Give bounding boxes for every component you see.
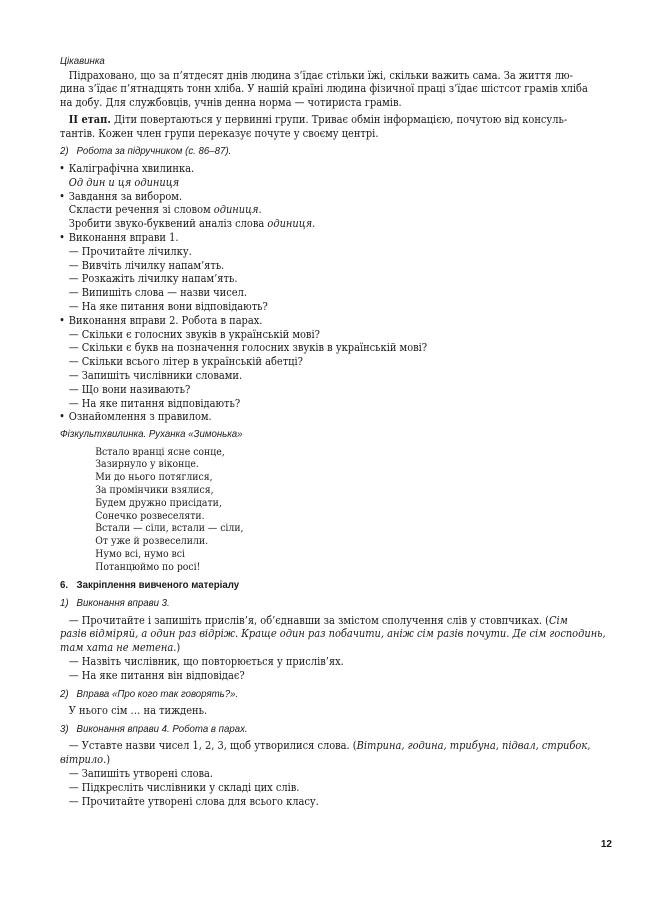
poem-line: Потанцюймо по росі! bbox=[95, 560, 201, 573]
list-item: — На яке питання вони відповідають? bbox=[68, 299, 268, 313]
list-item: — Що вони називають? bbox=[68, 382, 191, 396]
page-number: 12 bbox=[600, 839, 612, 850]
list-item: — Прочитайте утворені слова для всього класу. bbox=[68, 794, 319, 808]
list-item: — Прочитайте лічилку. bbox=[68, 244, 192, 258]
page-content bbox=[60, 55, 612, 808]
poem-line: Ми до нього потяглися, bbox=[95, 471, 213, 484]
week-line: У нього сім … на тиждень. bbox=[68, 704, 208, 718]
lesson-list bbox=[60, 162, 612, 424]
curious-heading: Цікавинка bbox=[60, 55, 105, 67]
poem-line: Нумо всі, нумо всі bbox=[95, 548, 186, 560]
choice-line-2: Зробити звуко-буквений аналіз слова одиниця. bbox=[68, 217, 316, 231]
poem-line: Встало вранці ясне сонце, bbox=[95, 445, 225, 458]
poem-line: Сонечко розвеселяти. bbox=[95, 509, 205, 522]
calligraphy-item: • Каліграфічна хвилинка. bbox=[60, 162, 612, 176]
list-item: — Скільки є букв на позначення голосних звуків в українській мові? bbox=[68, 341, 428, 355]
poem-line: Встали — сіли, встали — сіли, bbox=[95, 522, 244, 535]
list-item: — На яке питання він відповідає? bbox=[68, 668, 245, 682]
exercise1-item: • Виконання вправи 1. bbox=[60, 231, 612, 245]
exercise2-item: • Виконання вправи 2. Робота в парах. bbox=[60, 314, 612, 328]
exercise4-heading: 3) Виконання вправи 4. Робота в парах. bbox=[60, 722, 248, 735]
section6-heading: 6. Закріплення вивченого матеріалу bbox=[60, 578, 240, 591]
exercise4-body: — Уставте назви чисел 1, 2, 3, щоб утворилися слова. (Вітрина, година, трибуна, підвал, стрибок, вітрило.) — Запишіть утворені слова. — Підкресліть числівники у складі цих слів. — Прочитайте утворені слова для всього класу. bbox=[60, 739, 612, 808]
choice-line-1: Скласти речення зі словом одиниця. bbox=[68, 203, 262, 217]
stage2-label: ІІ етап. bbox=[68, 111, 111, 126]
list-item: — Скільки всього літер в українській абетці? bbox=[68, 355, 303, 369]
list-item: — Випишіть слова — назви чисел. bbox=[68, 286, 247, 300]
rule-item: • Ознайомлення з правилом. bbox=[60, 410, 612, 424]
list-item: — Підкресліть числівники у складі цих слів. bbox=[68, 780, 300, 794]
exercise3-body: — Прочитайте і запишіть прислів’я, об’єднавши за змістом сполучення слів у стовпчиках. (Сім разів відміряй, а один раз відріж. Краще один раз побачити, аніж сім разів почути. Де сім господинь, там хата не метена.) — Назвіть числівник, що повторюється у прислів’ях. — На яке питання він відповідає? bbox=[60, 614, 612, 683]
choice-item: • Завдання за вибором. bbox=[60, 190, 612, 204]
calligraphy-example: Од дин и ця одиниця bbox=[68, 175, 180, 189]
fizkult-heading: Фізкультхвилинка. Руханка «Зимонька» bbox=[60, 428, 243, 441]
list-item: — На яке питання відповідають? bbox=[68, 396, 241, 410]
exercise-who-heading: 2) Вправа «Про кого так говорять?». bbox=[60, 687, 239, 700]
list-item: — Запишіть утворені слова. bbox=[68, 766, 214, 780]
exercise3-heading: 1) Виконання вправи 3. bbox=[60, 597, 170, 610]
poem-line: За промінчики взялися, bbox=[95, 484, 214, 497]
list-item: — Вивчіть лічилку напам’ять. bbox=[68, 258, 225, 272]
list-item: — Скільки є голосних звуків в українській мові? bbox=[68, 327, 320, 341]
stage2-paragraph: ІІ етап. Діти повертаються у первинні групи. Триває обмін інформацією, почутою від консуль- тантів. Кожен член групи переказує почуте у своєму центрі. bbox=[60, 111, 568, 140]
curious-paragraph: Підраховано, що за п’ятдесят днів людина з’їдає стільки їжі, скільки важить сама. За життя лю- дина з’їдає п’ятнадцять тонн хліба. У нашій країні людина фізичної праці з’їдає шістсот грамів хліба на добу. Для службовців, учнів денна норма — чотириста грамів. bbox=[60, 68, 588, 110]
list-item: — Назвіть числівник, що повторюється у прислів’ях. bbox=[68, 654, 344, 668]
poem-line: Зазирнуло у віконце. bbox=[95, 458, 199, 471]
poem bbox=[60, 446, 647, 574]
poem-line: От уже й розвеселили. bbox=[95, 535, 209, 548]
poem-line: Будем дружно присідати, bbox=[95, 496, 222, 509]
list-item: — Розкажіть лічилку напам’ять. bbox=[68, 272, 238, 286]
list-item: — Запишіть числівники словами. bbox=[68, 368, 243, 382]
work-textbook-heading: 2) Робота за підручником (с. 86–87). bbox=[60, 145, 232, 158]
